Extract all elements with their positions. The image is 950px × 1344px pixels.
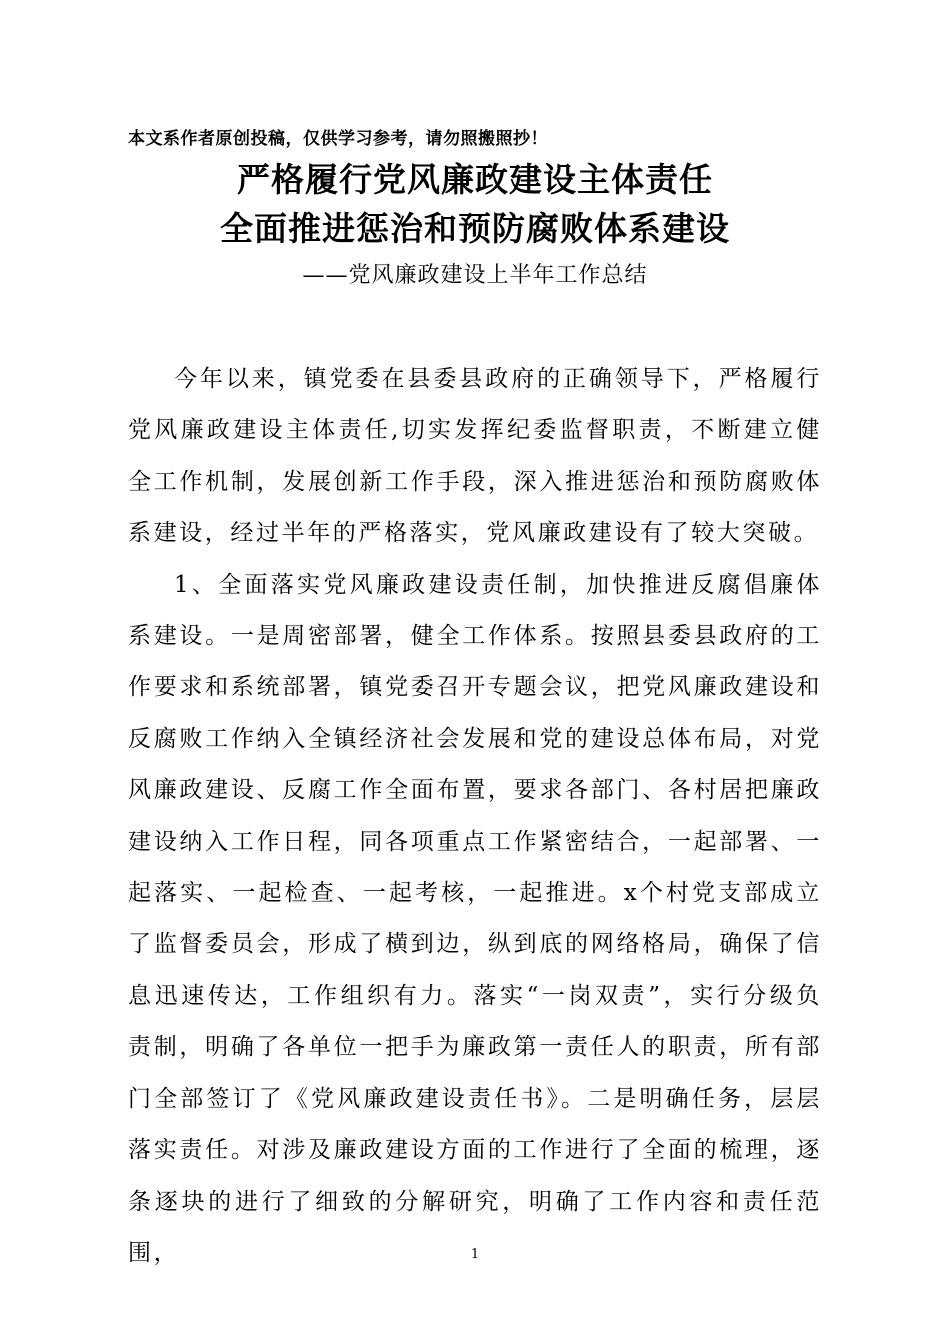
title-line-2: 全面推进惩治和预防腐败体系建设 <box>220 209 730 248</box>
copyright-notice: 本文系作者原创投稿，仅供学习参考，请勿照搬照抄！ <box>128 129 548 149</box>
page-number: 1 <box>470 1247 480 1262</box>
paragraph-intro: 今年以来，镇党委在县委县政府的正确领导下，严格履行党风廉政建设主体责任,切实发挥纪委监督职责，不断建立健全工作机制，发展创新工作手段，深入推进惩治和预防腐败体系建设，经过半年的严格落实，党风廉政建设有了较大突破。 <box>128 366 822 547</box>
paragraph-section-1: 1、全面落实党风廉政建设责任制，加快推进反腐倡廉体系建设。一是周密部署，健全工作体系。按照县委县政府的工作要求和系统部署，镇党委召开专题会议，把党风廉政建设和反腐败工作纳入全镇经济社会发展和党的建设总体布局，对党风廉政建设、反腐工作全面布置，要求各部门、各村居把廉政建设纳入工作日程，同各项重点工作紧密结合，一起部署、一起落实、一起检查、一起考核，一起推进。x个村党支部成立了监督委员会，形成了横到边，纵到底的网络格局，确保了信息迅速传达，工作组织有力。落实“一岗双责”，实行分级负责制，明确了各单位一把手为廉政第一责任人的职责，所有部门全部签订了《党风廉政建设责任书》。二是明确任务，层层落实责任。对涉及廉政建设方面的工作进行了全面的梳理，逐条逐块的进行了细致的分解研究，明确了工作内容和责任范围， <box>128 571 822 1266</box>
body-text <box>128 354 822 1279</box>
title-line-1: 严格履行党风廉政建设主体责任 <box>237 160 713 199</box>
subtitle: ——党风廉政建设上半年工作总结 <box>302 263 648 288</box>
